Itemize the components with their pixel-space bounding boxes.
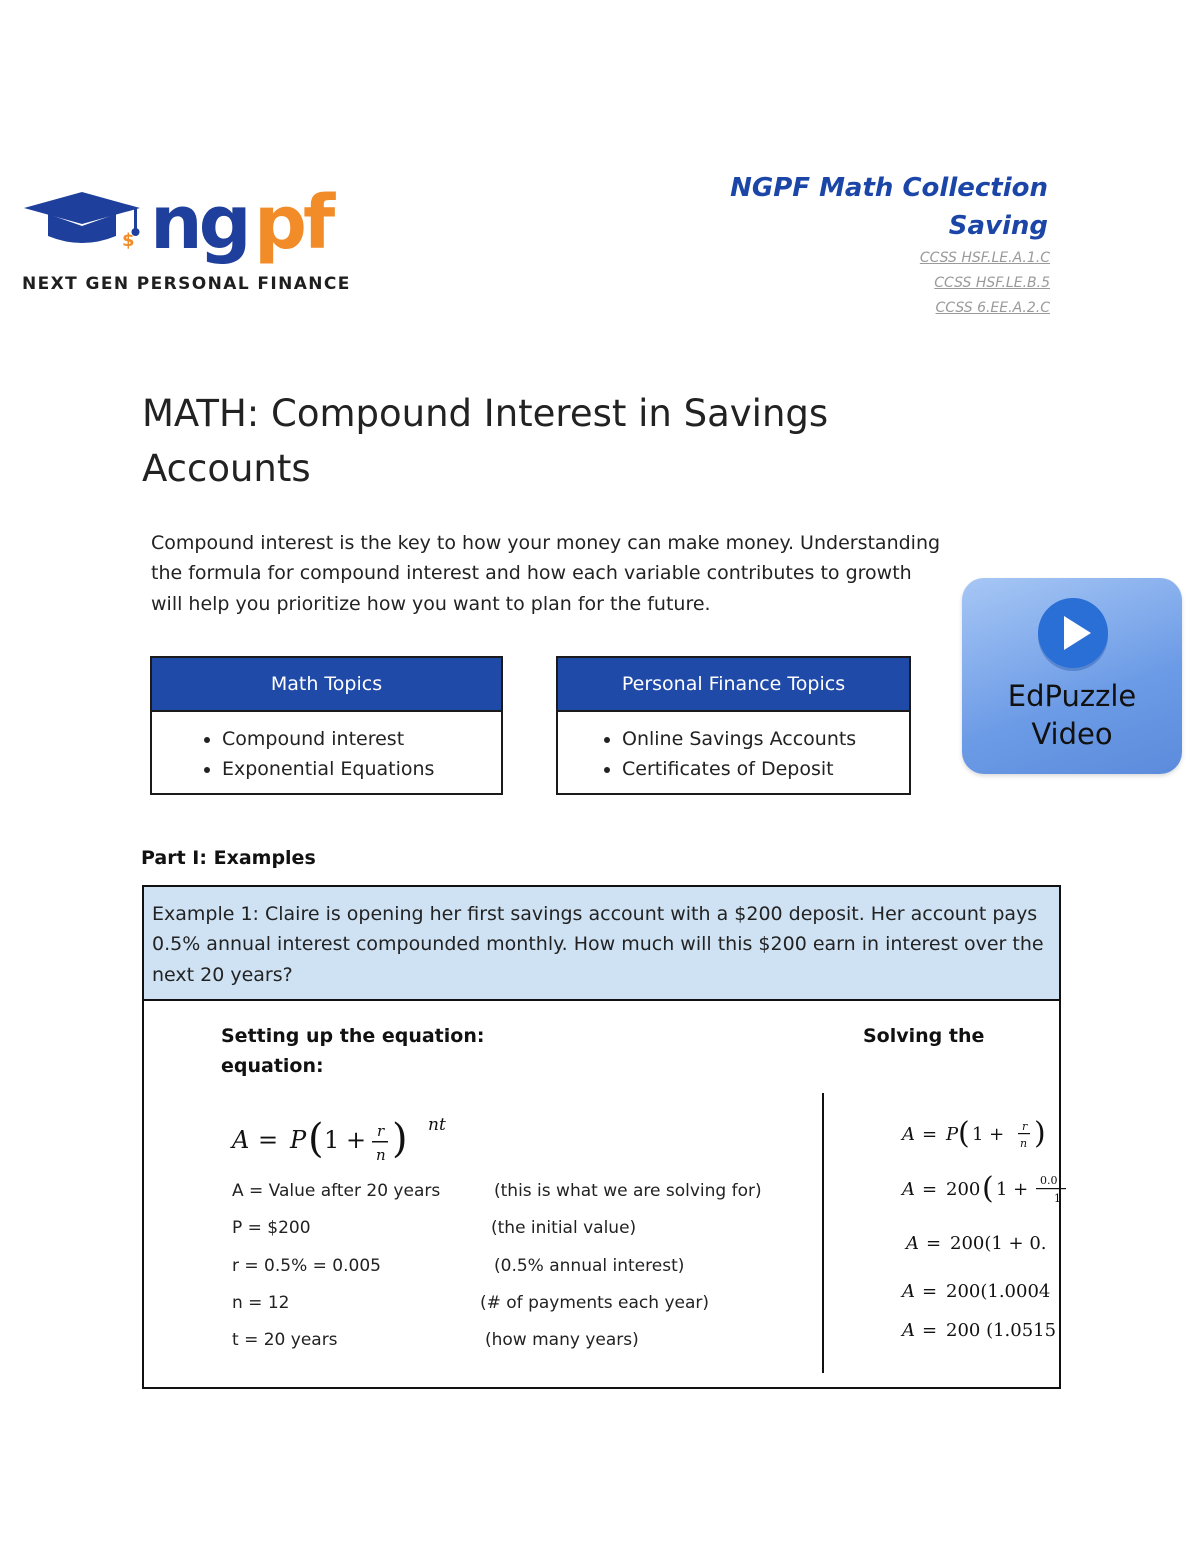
variable-definition: t = 20 years xyxy=(232,1330,338,1350)
pf-topics-heading: Personal Finance Topics xyxy=(558,658,909,712)
standard-link-3[interactable]: CCSS 6.EE.A.2.C xyxy=(935,300,1050,316)
collection-title: NGPF Math Collection xyxy=(730,173,1048,203)
unit-title: Saving xyxy=(948,211,1048,241)
setup-heading: Setting up the equation: equation: xyxy=(221,1025,485,1077)
svg-text:(: ( xyxy=(958,1116,970,1151)
compound-interest-formula xyxy=(228,1108,468,1172)
edpuzzle-label: EdPuzzle Video xyxy=(1007,679,1137,751)
part-heading: Part I: Examples xyxy=(141,847,316,869)
svg-text:r: r xyxy=(377,1122,385,1140)
svg-text:A: A xyxy=(906,1233,919,1254)
pf-topics-list xyxy=(558,724,909,784)
svg-text:A: A xyxy=(232,1126,250,1154)
svg-text:200 (1.0515: 200 (1.0515 xyxy=(946,1320,1057,1341)
svg-text:nt: nt xyxy=(428,1115,446,1135)
math-topics-list xyxy=(152,724,501,784)
svg-text:A: A xyxy=(902,1320,915,1341)
svg-text:1 +: 1 + xyxy=(972,1124,1005,1145)
variable-definition: P = $200 xyxy=(232,1218,311,1238)
page-title: MATH: Compound Interest in Savings Accounts xyxy=(142,392,829,490)
svg-text:A: A xyxy=(902,1124,915,1145)
svg-text:200(1 + 0.: 200(1 + 0. xyxy=(950,1233,1047,1254)
pf-topics-box xyxy=(556,656,911,795)
graduation-cap-icon xyxy=(24,192,140,251)
svg-text:): ) xyxy=(1034,1116,1046,1151)
column-divider xyxy=(822,1093,824,1373)
svg-text:ng: ng xyxy=(150,180,248,266)
svg-text:P: P xyxy=(290,1126,307,1154)
list-item: • Certificates of Deposit xyxy=(622,754,909,784)
svg-text:A: A xyxy=(902,1281,915,1302)
edpuzzle-video-button[interactable] xyxy=(962,578,1182,774)
variable-note: (how many years) xyxy=(485,1330,639,1350)
list-item: • Exponential Equations xyxy=(222,754,501,784)
svg-text:1 +: 1 + xyxy=(996,1179,1029,1200)
svg-text:=: = xyxy=(922,1281,938,1302)
math-topics-heading: Math Topics xyxy=(152,658,501,712)
svg-text:=: = xyxy=(922,1124,938,1145)
math-topics-box xyxy=(150,656,503,795)
svg-text:=: = xyxy=(922,1179,938,1200)
example-question: Example 1: Claire is opening her first savings account with a $200 deposit. Her account pays 0.5% annual interest compounded monthly. How much will this $200 earn in interest over the next 20 years? xyxy=(144,887,1059,1001)
variable-note: (the initial value) xyxy=(491,1218,637,1238)
svg-text:=: = xyxy=(926,1233,942,1254)
svg-text:1: 1 xyxy=(324,1126,340,1154)
variable-note: (# of payments each year) xyxy=(480,1293,710,1313)
svg-text:$: $ xyxy=(122,230,135,251)
list-item: • Compound interest xyxy=(222,724,501,754)
svg-text:n: n xyxy=(376,1146,386,1164)
intro-paragraph: Compound interest is the key to how your money can make money. Understanding the formula for compound interest and how each variable contributes to growth will help you prioritize how you want to plan for the future. xyxy=(151,532,941,615)
svg-text:1: 1 xyxy=(1054,1192,1061,1205)
variable-note: (this is what we are solving for) xyxy=(494,1181,762,1201)
svg-text:A: A xyxy=(902,1179,915,1200)
svg-text:): ) xyxy=(392,1116,408,1162)
standard-link-2[interactable]: CCSS HSF.LE.B.5 xyxy=(934,275,1050,291)
variable-note: (0.5% annual interest) xyxy=(494,1256,685,1276)
svg-text:=: = xyxy=(258,1126,279,1154)
svg-text:200: 200 xyxy=(946,1179,981,1200)
solve-steps-math xyxy=(880,1100,1080,1370)
svg-text:P: P xyxy=(946,1124,959,1145)
standard-link-1[interactable]: CCSS HSF.LE.A.1.C xyxy=(919,250,1050,266)
svg-text:200(1.0004: 200(1.0004 xyxy=(946,1281,1051,1302)
svg-text:=: = xyxy=(922,1320,938,1341)
svg-text:+: + xyxy=(346,1126,367,1154)
svg-text:0.0: 0.0 xyxy=(1040,1174,1058,1187)
variable-definition: r = 0.5% = 0.005 xyxy=(232,1256,381,1276)
svg-text:(: ( xyxy=(308,1116,324,1162)
logo-tagline: NEXT GEN PERSONAL FINANCE xyxy=(22,274,351,294)
variable-definition: n = 12 xyxy=(232,1293,290,1313)
list-item: • Online Savings Accounts xyxy=(622,724,909,754)
play-icon xyxy=(1035,596,1111,672)
solve-heading: Solving the xyxy=(863,1025,985,1047)
svg-text:r: r xyxy=(1022,1120,1028,1133)
variable-definition: A = Value after 20 years xyxy=(232,1181,441,1201)
solve-steps xyxy=(880,1100,1061,1370)
svg-text:(: ( xyxy=(982,1171,994,1206)
svg-text:pf: pf xyxy=(254,180,332,266)
svg-text:n: n xyxy=(1020,1137,1028,1150)
